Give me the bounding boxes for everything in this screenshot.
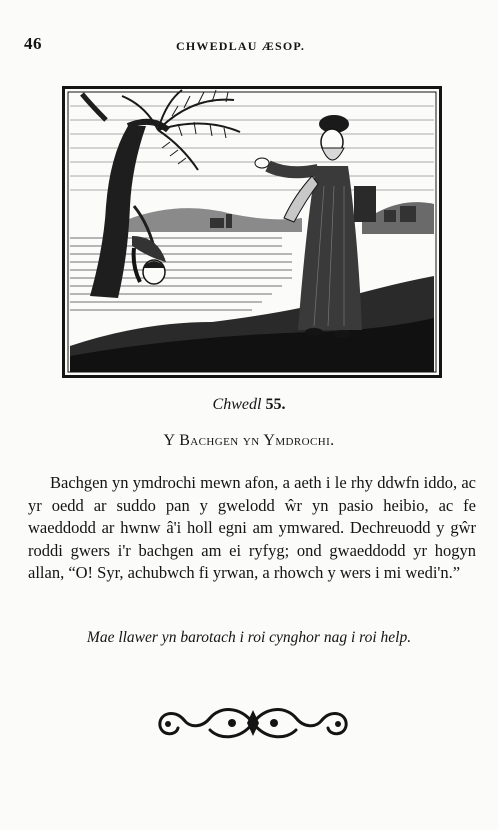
fable-title: Y Bachgen yn Ymdrochi. xyxy=(163,432,335,449)
decorative-ornament xyxy=(148,700,358,746)
fable-number-label: Chwedl xyxy=(212,396,262,413)
page-number: 46 xyxy=(24,34,42,53)
fable-moral: Mae llawer yn barotach i roi cynghor nag i roi help. xyxy=(86,629,412,646)
running-title: CHWEDLAU ÆSOP. xyxy=(176,39,306,53)
fable-illustration xyxy=(62,86,442,378)
fable-number-value: 55. xyxy=(265,396,286,413)
fable-text: Bachgen yn ymdrochi mewn afon, a aeth i le rhy ddwfn iddo, ac yr oedd ar suddo pan y gwelodd ŵr yn pasio heibio, ac fe waeddodd ar hwnw â'i holl egni am ymwared. Dechreuodd y gŵr roddi gwers i'r bachgen am ei ryfyg; ond gwaeddodd yr hogyn allan, “O! Syr, achubwch fi yrwan, a rhowch y wers i mi wedi'n.” xyxy=(28,473,476,582)
fable-number xyxy=(0,396,498,414)
